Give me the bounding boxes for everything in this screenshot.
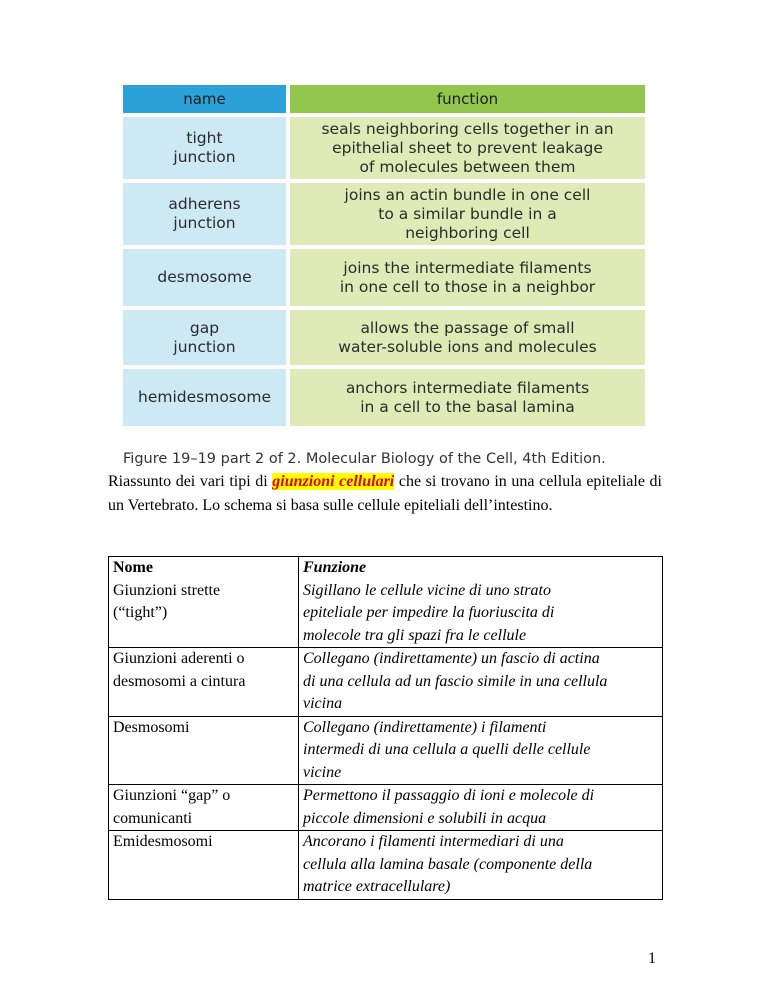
figure-row — [123, 183, 645, 245]
figure-function-line: in a cell to the basal lamina — [360, 397, 575, 416]
figure-name-line: hemidesmosome — [138, 388, 271, 406]
cell-line: epiteliale per impedire la fuoriuscita di — [303, 604, 555, 621]
figure-function-cell — [290, 117, 645, 179]
page-number: 1 — [648, 950, 656, 967]
row-function-cell — [299, 785, 663, 831]
figure-name-cell — [123, 369, 286, 426]
table-row — [109, 831, 663, 900]
figure-function-line: of molecules between them — [359, 157, 576, 176]
cell-line: Giunzioni strette — [113, 581, 221, 599]
cell-line: Giunzioni aderenti o — [113, 650, 245, 667]
cell-line: piccole dimensioni e solubili in acqua — [303, 809, 547, 827]
table-row — [109, 580, 663, 648]
figure-name-cell — [123, 310, 286, 365]
figure-row — [123, 117, 645, 179]
figure-name-line: desmosome — [157, 268, 252, 286]
header-function: Funzione — [299, 557, 663, 580]
figure-row — [123, 249, 645, 306]
cell-line: molecole tra gli spazi fra le cellule — [303, 626, 527, 644]
cell-line: Ancorano i filamenti intermediari di una — [303, 833, 564, 850]
cell-line: vicine — [303, 763, 342, 781]
row-name-cell — [109, 716, 299, 785]
figure-header-row — [123, 85, 645, 113]
highlighted-term: giunzioni cellulari — [272, 473, 395, 490]
cell-line: Sigillano le cellule vicine di uno strato — [303, 581, 551, 599]
paragraph-text-after: che si trovano in una cellula epiteliale di un Vertebrato. Lo schema si basa sulle cellule epiteliali dell’intestino. — [108, 473, 662, 514]
figure-row — [123, 369, 645, 426]
row-function-cell — [299, 580, 663, 648]
table-row — [109, 716, 663, 785]
table-row — [109, 785, 663, 831]
row-name-cell — [109, 831, 299, 900]
cell-line: Permettono il passaggio di ioni e molecole di — [303, 787, 595, 804]
cell-line: di una cellula ad un fascio simile in una cellula — [303, 672, 608, 690]
figure-function-line: joins an actin bundle in one cell — [344, 185, 591, 204]
figure-name-line: adherens — [168, 195, 241, 213]
figure-function-line: neighboring cell — [405, 223, 530, 242]
row-name-cell — [109, 580, 299, 648]
figure-function-line: epithelial sheet to prevent leakage — [332, 138, 603, 157]
row-name-cell — [109, 785, 299, 831]
header-name: Nome — [109, 557, 299, 580]
figure-function-line: seals neighboring cells together in an — [321, 119, 614, 138]
figure-function-cell — [290, 310, 645, 365]
figure-function-line: joins the intermediate filaments — [343, 258, 592, 277]
figure-row — [123, 310, 645, 365]
figure-caption: Figure 19–19 part 2 of 2. Molecular Biology of the Cell, 4th Edition. — [123, 451, 606, 467]
table-row — [109, 648, 663, 717]
row-function-cell — [299, 831, 663, 900]
row-function-cell — [299, 648, 663, 717]
figure-name-cell — [123, 183, 286, 245]
figure-function-cell — [290, 249, 645, 306]
figure-name-line: junction — [173, 148, 236, 166]
figure-junction-table — [123, 85, 645, 426]
figure-name-line: junction — [173, 337, 236, 356]
paragraph-text-before: Riassunto dei vari tipi di — [108, 473, 273, 490]
cell-line: Emidesmosomi — [113, 833, 213, 850]
summary-paragraph — [108, 470, 662, 517]
figure-function-line: anchors intermediate filaments — [345, 378, 590, 397]
cell-line: (“tight”) — [113, 604, 168, 621]
figure-function-line: allows the passage of small — [360, 318, 575, 337]
row-name-cell — [109, 648, 299, 717]
figure-header-function: function — [290, 85, 645, 113]
cell-line: cellula alla lamina basale (componente della — [303, 855, 593, 873]
figure-function-line: water-soluble ions and molecules — [338, 337, 597, 356]
figure-name-line: tight — [186, 129, 223, 147]
figure-name-line: junction — [173, 214, 236, 232]
figure-header-name: name — [123, 85, 286, 113]
figure-name-line: gap — [189, 318, 220, 337]
cell-line: Giunzioni “gap” o — [113, 787, 231, 804]
figure-name-cell — [123, 249, 286, 306]
cell-line: Collegano (indirettamente) un fascio di actina — [303, 650, 600, 667]
figure-function-line: in one cell to those in a neighbor — [339, 277, 596, 296]
figure-function-cell — [290, 369, 645, 426]
row-function-cell — [299, 716, 663, 785]
cell-line: Collegano (indirettamente) i filamenti — [303, 718, 547, 736]
cell-line: desmosomi a cintura — [113, 672, 246, 690]
figure-function-cell — [290, 183, 645, 245]
cell-line: matrice extracellulare) — [303, 878, 451, 895]
cell-line: vicina — [303, 695, 343, 712]
cell-line: comunicanti — [113, 809, 193, 827]
cell-line: Desmosomi — [113, 718, 190, 736]
table-header-row — [109, 557, 663, 580]
junction-summary-table — [108, 556, 663, 900]
figure-name-cell — [123, 117, 286, 179]
figure-function-line: to a similar bundle in a — [378, 204, 557, 223]
cell-line: intermedi di una cellula a quelli delle cellule — [303, 741, 591, 758]
